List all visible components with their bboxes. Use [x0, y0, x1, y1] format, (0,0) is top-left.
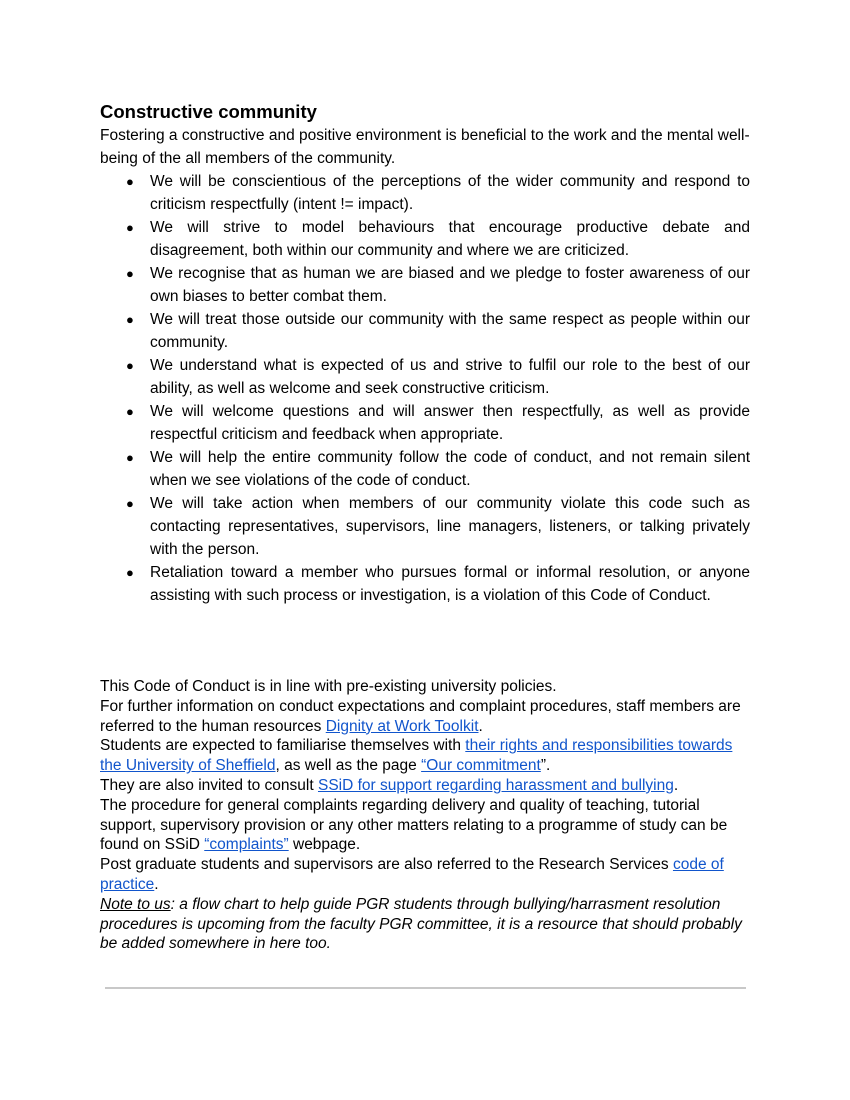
punctuation: . — [154, 875, 159, 893]
bullet-icon: ● — [126, 312, 134, 327]
staff-reference — [100, 697, 750, 737]
note-label: Note to us — [100, 895, 171, 913]
code-of-practice-link[interactable]: code of practice — [100, 856, 724, 893]
research-services-text: Post graduate students and supervisors are also referred to the Research Services — [100, 856, 673, 874]
ssid-support-text: They are also invited to consult — [100, 776, 318, 794]
dignity-at-work-link[interactable]: Dignity at Work Toolkit — [325, 717, 479, 735]
list-item-text: We will strive to model behaviours that encourage productive debate and disagreement, both within our community and where we are criticized. — [150, 219, 750, 259]
commitments-list — [100, 170, 750, 607]
rights-responsibilities-link[interactable]: their rights and responsibilities towards the University of Sheffield — [100, 737, 733, 775]
bullet-icon: ● — [126, 266, 134, 281]
section-title: Constructive community — [100, 101, 317, 122]
list-item — [100, 561, 750, 607]
complaints-end: webpage. — [288, 836, 361, 854]
bullet-icon: ● — [126, 404, 134, 419]
internal-note — [100, 895, 750, 954]
bullet-icon: ● — [126, 496, 134, 511]
bullet-icon: ● — [126, 174, 134, 189]
students-reference-text: Students are expected to familiarise themselves with — [100, 737, 466, 755]
research-services-reference — [100, 855, 750, 895]
list-item-text: We will help the entire community follow the code of conduct, and not remain silent when we see violations of the code of conduct. — [150, 449, 750, 489]
list-item-text: We will welcome questions and will answer then respectfully, as well as provide respectful criticism and feedback when appropriate. — [150, 403, 750, 443]
list-item — [100, 354, 750, 400]
punctuation: . — [478, 717, 483, 735]
list-item — [100, 492, 750, 561]
list-item — [100, 400, 750, 446]
bullet-icon: ● — [126, 220, 134, 235]
bullet-icon: ● — [126, 450, 134, 465]
list-item-text: We recognise that as human we are biased and we pledge to foster awareness of our own biases to better combat them. — [150, 265, 750, 305]
bullet-icon: ● — [126, 358, 134, 373]
note-text: : a flow chart to help guide PGR students through bullying/harrasment resolution procedures is upcoming from the faculty PGR committee, it is a resource that should probably be added somewhere in here too. — [100, 895, 742, 953]
list-item-text: We understand what is expected of us and strive to fulfil our role to the best of our ability, as well as welcome and seek constructive criticism. — [150, 357, 750, 397]
ssid-support-reference — [100, 776, 750, 796]
staff-reference-text: For further information on conduct expectations and complaint procedures, staff members are referred to the human resources — [100, 697, 741, 735]
punctuation: . — [673, 776, 679, 794]
complaints-reference — [100, 796, 750, 855]
list-item-text: We will treat those outside our community with the same respect as people within our community. — [150, 311, 750, 351]
students-reference — [100, 736, 750, 776]
policy-statement: This Code of Conduct is in line with pre-existing university policies. — [100, 678, 557, 695]
list-item-text: We will be conscientious of the perceptions of the wider community and respond to criticism respectfully (intent != impact). — [150, 173, 750, 213]
complaints-text: The procedure for general complaints regarding delivery and quality of teaching, tutorial support, supervisory provision or any other matters relating to a programme of study can be found on SSiD — [100, 796, 728, 854]
list-item — [100, 446, 750, 492]
list-item — [100, 262, 750, 308]
list-item — [100, 308, 750, 354]
horizontal-rule — [105, 987, 746, 989]
students-reference-mid: , as well as the page — [275, 757, 422, 775]
section-intro: Fostering a constructive and positive environment is beneficial to the work and the mental well-being of the all members of the community. — [100, 127, 750, 167]
complaints-link[interactable]: “complaints” — [204, 836, 289, 854]
list-item-text: Retaliation toward a member who pursues formal or informal resolution, or anyone assisting with such process or investigation, is a violation of this Code of Conduct. — [150, 564, 750, 604]
punctuation: ”. — [540, 757, 551, 775]
list-item — [100, 216, 750, 262]
list-item — [100, 170, 750, 216]
list-item-text: We will take action when members of our community violate this code such as contacting representatives, supervisors, line managers, listeners, or talking privately with the person. — [150, 495, 750, 558]
bullet-icon: ● — [126, 565, 134, 580]
ssid-harassment-link[interactable]: SSiD for support regarding harassment and bullying — [317, 776, 674, 794]
policy-references — [100, 677, 750, 954]
our-commitment-link[interactable]: “Our commitment — [421, 757, 541, 775]
constructive-community-section — [100, 100, 750, 607]
